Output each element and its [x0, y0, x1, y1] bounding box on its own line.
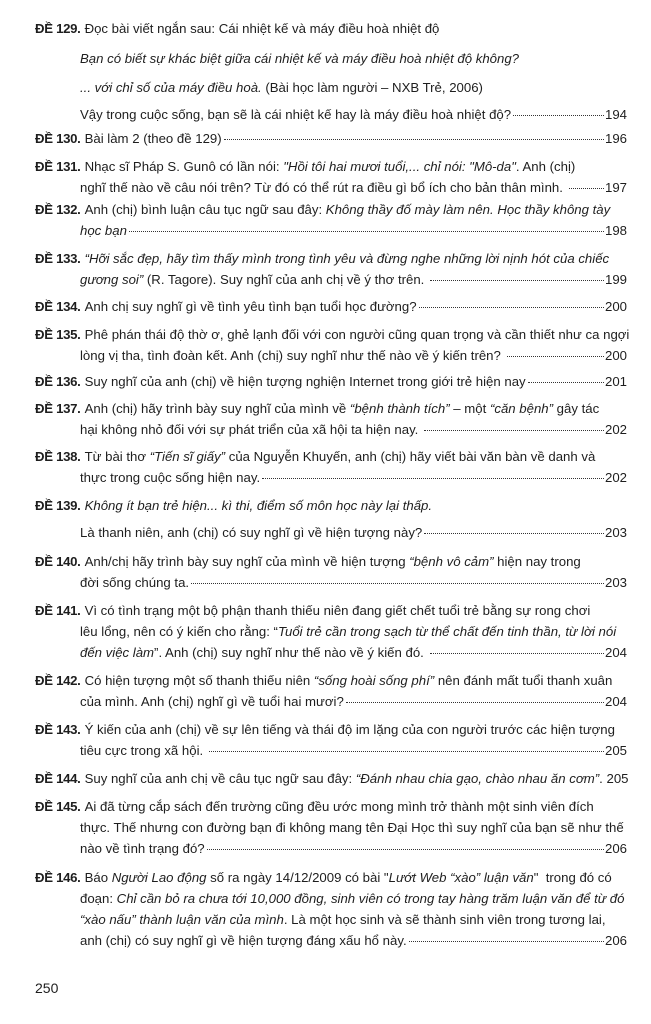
entry-text-italic: “xào nấu” thành luận văn của mình: [80, 912, 284, 927]
entry-label: ĐỀ 129.: [35, 21, 81, 36]
toc-entry-line: [35, 298, 627, 316]
entry-label: ĐỀ 145.: [35, 799, 81, 814]
entry-text: tiêu cực trong xã hội.: [80, 743, 207, 758]
entry-label: ĐỀ 133.: [35, 251, 81, 266]
entry-text: Anh chị suy nghĩ gì về tình yêu tình bạn tuổi học đường?: [84, 299, 417, 314]
entry-page-number: 204: [604, 645, 627, 660]
entry-text: hại không nhỏ đối với sự phát triển của xã hội ta hiện nay.: [80, 422, 423, 437]
entry-page-number: 202: [604, 422, 627, 437]
entry-page-number: 197: [604, 180, 627, 195]
dot-leader: [209, 751, 604, 752]
entry-page-number: 206: [604, 933, 627, 948]
entry-text: của mình. Anh (chị) nghĩ gì về tuổi hai mươi?: [80, 694, 344, 709]
entry-text: Anh (chị) bình luận câu tục ngữ sau đây:: [84, 202, 326, 217]
entry-page-number: 200: [604, 299, 627, 314]
entry-text: Đọc bài viết ngắn sau: Cái nhiệt kế và máy điều hoà nhiệt độ: [84, 21, 440, 36]
entry-text: " trong đó có: [533, 870, 612, 885]
toc-entry-continuation: [80, 932, 627, 950]
toc-entry-continuation: [80, 911, 627, 929]
entry-text: . Anh (chị): [515, 159, 576, 174]
dot-leader: [207, 849, 604, 850]
entry-label: ĐỀ 130.: [35, 131, 81, 146]
entry-text-italic: Người Lao động: [111, 870, 207, 885]
dot-leader: [129, 231, 604, 232]
entry-text: Nhạc sĩ Pháp S. Gunô có lần nói:: [84, 159, 284, 174]
entry-label: ĐỀ 144.: [35, 771, 81, 786]
entry-label: ĐỀ 136.: [35, 374, 81, 389]
entry-text: (Bài học làm người – NXB Trẻ, 2006): [261, 80, 483, 95]
entry-label: ĐỀ 137.: [35, 401, 81, 416]
entry-label: ĐỀ 146.: [35, 870, 81, 885]
entry-label: ĐỀ 142.: [35, 673, 81, 688]
entry-page-number: 198: [604, 223, 627, 238]
entry-text: hiện nay trong: [493, 554, 581, 569]
entry-text: nghĩ thế nào về câu nói trên? Từ đó có thể rút ra điều gì bổ ích cho bản thân mình.: [80, 180, 567, 195]
dot-leader: [569, 188, 604, 189]
entry-text: Bài làm 2 (theo đề 129): [84, 131, 222, 146]
entry-text: lêu lổng, nên có ý kiến cho rằng: “: [80, 624, 278, 639]
entry-text-italic: ... với chỉ số của máy điều hoà.: [80, 80, 262, 95]
toc-entry-continuation: [80, 524, 627, 542]
dot-leader: [424, 430, 604, 431]
entry-label: ĐỀ 135.: [35, 327, 81, 342]
entry-text: số ra ngày 14/12/2009 có bài ": [206, 870, 389, 885]
toc-entry-line: [35, 201, 627, 219]
entry-text: thực. Thế nhưng con đường bạn đi không mang tên Đại Học thì suy nghĩ của bạn sẽ như thế: [80, 820, 624, 835]
entry-text: Vậy trong cuộc sống, bạn sẽ là cái nhiệt kế hay là máy điều hoà nhiệt độ?: [80, 107, 512, 122]
entry-page-number: 200: [604, 348, 627, 363]
toc-entry-line: [35, 553, 627, 571]
entry-text-italic: “Đánh nhau chia gạo, chào nhau ăn cơm”: [355, 771, 600, 786]
entry-text: anh (chị) có suy nghĩ gì về hiện tượng đáng xấu hổ này.: [80, 933, 407, 948]
entry-text-italic: Lướt Web “xào” luận văn: [388, 870, 534, 885]
dot-leader: [528, 382, 604, 383]
entry-text-italic: học bạn: [80, 223, 127, 238]
entry-text: Từ bài thơ: [84, 449, 150, 464]
dot-leader: [191, 583, 604, 584]
entry-text: . Là một học sinh và sẽ thành sinh viên trong tương lai,: [283, 912, 606, 927]
dot-leader: [430, 653, 604, 654]
entry-text-italic: “Hỡi sắc đẹp, hãy tìm thấy mình trong tình yêu và đừng nghe những lời nịnh hót của chiếc: [84, 251, 610, 266]
entry-label: ĐỀ 141.: [35, 603, 81, 618]
toc-entry-continuation: [80, 644, 627, 662]
toc-entry-line: [35, 250, 627, 268]
entry-text: (R. Tagore). Suy nghĩ của anh chị về ý thơ trên.: [143, 272, 429, 287]
entry-page-number: 196: [604, 131, 627, 146]
entry-text-italic: đến việc làm: [80, 645, 155, 660]
entry-text: Ý kiến của anh (chị) về sự lên tiếng và thái độ im lặng của con người trước các hiện tượng: [84, 722, 615, 737]
entry-page-number: 202: [604, 470, 627, 485]
entry-label: ĐỀ 143.: [35, 722, 81, 737]
entry-text-italic: “bệnh thành tích”: [349, 401, 450, 416]
toc-entry-line: [35, 20, 627, 38]
dot-leader: [262, 478, 604, 479]
entry-text: Phê phán thái độ thờ ơ, ghẻ lạnh đối với con người cũng quan trọng và cần thiết như ca ngợi: [84, 327, 630, 342]
toc-entry-line: [35, 869, 627, 887]
entry-text: Có hiện tượng một số thanh thiếu niên: [84, 673, 314, 688]
entry-text: nên đánh mất tuổi thanh xuân: [434, 673, 613, 688]
entry-text: đời sống chúng ta.: [80, 575, 190, 590]
page-number: 250: [35, 980, 59, 996]
toc-entry-line: [35, 448, 627, 466]
entry-text-italic: "Hồi tôi hai mươi tuổi,... chỉ nói: "Mô-da": [283, 159, 516, 174]
toc-entry-continuation: [80, 421, 627, 439]
entry-page-number: 206: [604, 841, 627, 856]
dot-leader: [507, 356, 604, 357]
entry-text: thực trong cuộc sống hiện nay.: [80, 470, 261, 485]
dot-leader: [513, 115, 604, 116]
entry-text: – một: [449, 401, 490, 416]
entry-text: Báo: [84, 870, 112, 885]
entry-page-number: 205: [606, 771, 629, 786]
toc-entry-line: [35, 798, 627, 816]
toc-entry-line: [35, 400, 627, 418]
entry-text-italic: Bạn có biết sự khác biệt giữa cái nhiệt kế và máy điều hoà nhiệt độ không?: [80, 51, 519, 66]
toc-entry-line: [35, 373, 627, 391]
toc-entry-line: [35, 326, 630, 344]
entry-text-italic: Tuổi trẻ cần trong sạch từ thể chất đến tinh thần, từ lời nói: [277, 624, 617, 639]
toc-entry-continuation: [80, 840, 627, 858]
entry-label: ĐỀ 132.: [35, 202, 81, 217]
entry-text: của Nguyễn Khuyến, anh (chị) hãy viết bài văn bàn về danh và: [225, 449, 596, 464]
toc-entry-line: [35, 602, 627, 620]
toc-entry-continuation: [80, 271, 627, 289]
toc-entry-continuation: [80, 819, 627, 837]
entry-page-number: 204: [604, 694, 627, 709]
toc-entry-continuation: [80, 179, 627, 197]
entry-text: Suy nghĩ của anh chị về câu tục ngữ sau đây:: [84, 771, 356, 786]
entry-text: Anh/chị hãy trình bày suy nghĩ của mình về hiện tượng: [84, 554, 410, 569]
dot-leader: [224, 139, 604, 140]
toc-entry-line: [35, 770, 627, 788]
toc-entry-continuation: [80, 50, 627, 68]
entry-text: đoạn:: [80, 891, 117, 906]
entry-page-number: 201: [604, 374, 627, 389]
toc-entry-continuation: [80, 693, 627, 711]
dot-leader: [346, 702, 604, 703]
entry-label: ĐỀ 134.: [35, 299, 81, 314]
entry-label: ĐỀ 140.: [35, 554, 81, 569]
entry-page-number: 199: [604, 272, 627, 287]
dot-leader: [430, 280, 604, 281]
entry-text-italic: “sống hoài sống phí”: [313, 673, 435, 688]
toc-entry-continuation: [80, 469, 627, 487]
dot-leader: [419, 307, 604, 308]
toc-entry-line: [35, 158, 627, 176]
dot-leader: [409, 941, 604, 942]
toc-entry-continuation: [80, 742, 627, 760]
entry-text-italic: “Tiến sĩ giấy”: [149, 449, 226, 464]
toc-entry-line: [35, 672, 627, 690]
entry-text: nào về tình trạng đó?: [80, 841, 205, 856]
entry-page-number: 203: [604, 575, 627, 590]
toc-entry-continuation: [80, 222, 627, 240]
toc-entry-continuation: [80, 890, 627, 908]
entry-label: ĐỀ 131.: [35, 159, 81, 174]
entry-page-number: 203: [604, 525, 627, 540]
entry-text: Là thanh niên, anh (chị) có suy nghĩ gì về hiện tượng này?: [80, 525, 423, 540]
entry-page-number: 205: [604, 743, 627, 758]
entry-text-italic: “bệnh vô cảm”: [409, 554, 494, 569]
toc-entry-continuation: [80, 79, 627, 97]
toc-entry-continuation: [80, 574, 627, 592]
entry-text: Anh (chị) hãy trình bày suy nghĩ của mình về: [84, 401, 350, 416]
entry-text: Ai đã từng cắp sách đến trường cũng đều ước mong mình trở thành một sinh viên đích: [84, 799, 594, 814]
entry-label: ĐỀ 138.: [35, 449, 81, 464]
entry-text: ”. Anh (chị) suy nghĩ như thế nào về ý kiến đó.: [154, 645, 428, 660]
entry-text: gây tác: [553, 401, 600, 416]
entry-label: ĐỀ 139.: [35, 498, 81, 513]
toc-entry-continuation: [80, 623, 627, 641]
toc-entry-continuation: [80, 347, 627, 365]
entry-text: lòng vị tha, tình đoàn kết. Anh (chị) suy nghĩ như thế nào về ý kiến trên?: [80, 348, 505, 363]
toc-entry-continuation: [80, 106, 627, 124]
entry-text-italic: “căn bệnh”: [489, 401, 553, 416]
toc-entry-line: [35, 497, 627, 515]
entry-page-number: 194: [604, 107, 627, 122]
entry-text: Suy nghĩ của anh (chị) về hiện tượng nghiện Internet trong giới trẻ hiện nay: [84, 374, 526, 389]
entry-text: Vì có tình trạng một bộ phận thanh thiếu niên đang giết chết tuổi trẻ bằng sự rong chơi: [84, 603, 591, 618]
entry-text-italic: gương soi”: [80, 272, 144, 287]
dot-leader: [424, 533, 604, 534]
toc-entry-line: [35, 130, 627, 148]
toc-entry-line: [35, 721, 627, 739]
entry-text: .: [599, 771, 607, 786]
entry-text-italic: Không ít bạn trẻ hiện... kì thi, điểm số môn học này lại thấp.: [84, 498, 433, 513]
entry-text-italic: Không thầy đố mày làm nên. Học thầy không tày: [325, 202, 611, 217]
entry-text-italic: Chỉ cần bỏ ra chưa tới 10,000 đồng, sinh viên có trong tay hàng trăm luận văn để từ đó: [116, 891, 625, 906]
